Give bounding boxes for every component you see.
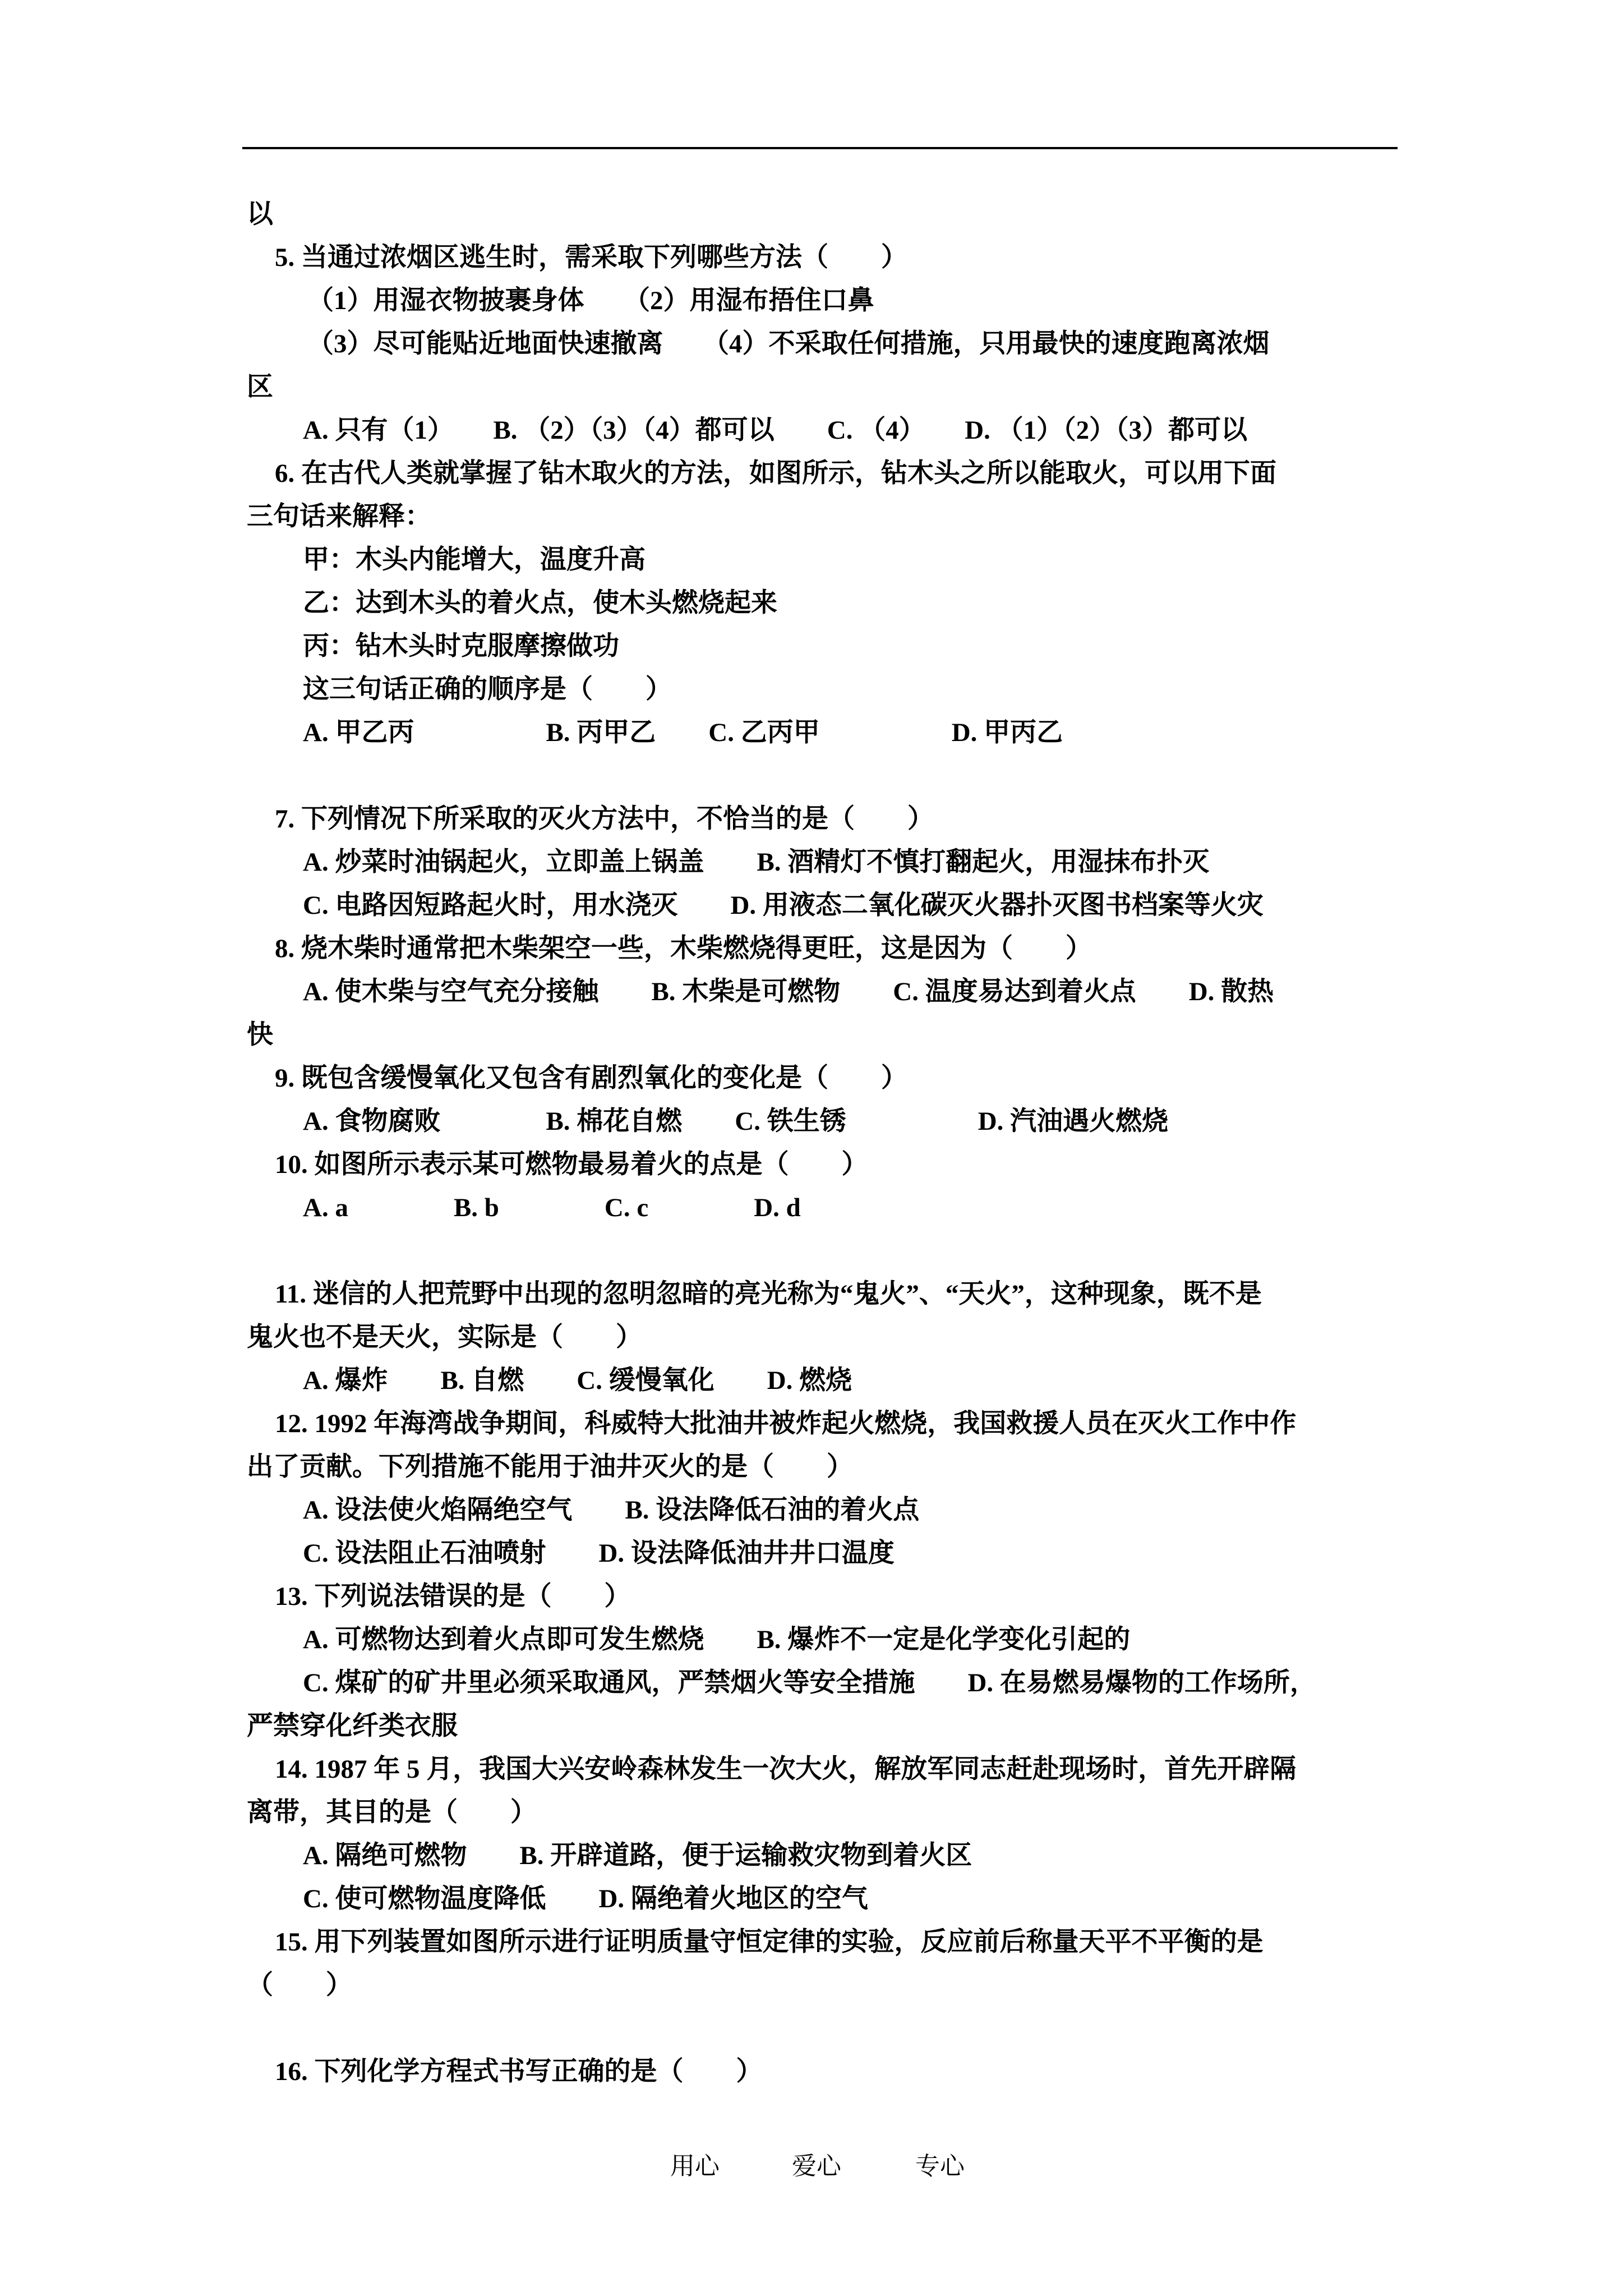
header-rule	[242, 147, 1398, 149]
question-10: 10. 如图所示表示某可燃物最易着火的点是（ ）	[275, 1150, 868, 1179]
text-line: 三句话来解释：	[247, 502, 431, 531]
text-line: 离带，其目的是（ ）	[247, 1798, 537, 1827]
answer-options: C. 电路因短路起火时，用水浇灭 D. 用液态二氧化碳灭火器扑灭图书档案等火灾	[303, 891, 1264, 920]
question-12: 12. 1992 年海湾战争期间，科威特大批油井被炸起火燃烧，我国救援人员在灭火工作中作	[275, 1409, 1297, 1438]
answer-options: A. 使木柴与空气充分接触 B. 木柴是可燃物 C. 温度易达到着火点 D. 散热	[303, 977, 1274, 1006]
text-line: 乙：达到木头的着火点，使木头燃烧起来	[303, 588, 777, 618]
question-16: 16. 下列化学方程式书写正确的是（ ）	[275, 2057, 763, 2086]
question-9: 9. 既包含缓慢氧化又包含有剧烈氧化的变化是（ ）	[275, 1064, 907, 1093]
text-line: （1）用湿衣物披裹身体 （2）用湿布捂住口鼻	[307, 286, 874, 315]
answer-options: A. 食物腐败 B. 棉花自燃 C. 铁生锈 D. 汽油遇火燃烧	[303, 1107, 1169, 1136]
answer-options: A. 设法使火焰隔绝空气 B. 设法降低石油的着火点	[303, 1496, 920, 1525]
question-14: 14. 1987 年 5 月，我国大兴安岭森林发生一次大火，解放军同志赶赴现场时，首先开辟隔	[275, 1755, 1297, 1784]
answer-options: A. 隔绝可燃物 B. 开辟道路，便于运输救灾物到着火区	[303, 1841, 972, 1870]
text-line: 丙：钻木头时克服摩擦做功	[303, 632, 619, 661]
text-line: （3）尽可能贴近地面快速撤离 （4）不采取任何措施，只用最快的速度跑离浓烟	[307, 329, 1270, 358]
answer-options: C. 煤矿的矿井里必须采取通风，严禁烟火等安全措施 D. 在易燃易爆物的工作场所，	[303, 1668, 1316, 1697]
answer-options: A. a B. b C. c D. d	[303, 1193, 801, 1222]
answer-options: A. 炒菜时油锅起火，立即盖上锅盖 B. 酒精灯不慎打翻起火，用湿抹布扑灭	[303, 848, 1210, 877]
footer-right-text: 专心	[915, 2152, 965, 2180]
text-line: 这三句话正确的顺序是（ ）	[303, 675, 672, 704]
question-13: 13. 下列说法错误的是（ ）	[275, 1582, 631, 1611]
question-6: 6. 在古代人类就掌握了钻木取火的方法，如图所示，钻木头之所以能取火，可以用下面	[275, 459, 1276, 488]
question-11: 11. 迷信的人把荒野中出现的忽明忽暗的亮光称为“鬼火”、“天火”，这种现象，既不是	[275, 1280, 1262, 1309]
text-line: 出了贡献。下列措施不能用于油井灭火的是（ ）	[247, 1452, 853, 1481]
question-15: 15. 用下列装置如图所示进行证明质量守恒定律的实验，反应前后称量天平不平衡的是	[275, 1927, 1264, 1957]
footer-middle-text: 爱心	[792, 2152, 841, 2180]
answer-options: C. 使可燃物温度降低 D. 隔绝着火地区的空气	[303, 1884, 868, 1913]
text-line: 区	[247, 372, 273, 402]
text-line: 快	[247, 1020, 273, 1050]
answer-options: A. 可燃物达到着火点即可发生燃烧 B. 爆炸不一定是化学变化引起的	[303, 1625, 1131, 1654]
text-line: 甲：木头内能增大，温度升高	[303, 545, 645, 574]
text-line: 严禁穿化纤类衣服	[247, 1711, 458, 1741]
question-7: 7. 下列情况下所采取的灭火方法中，不恰当的是（ ）	[275, 804, 934, 834]
text-line: 以	[247, 200, 273, 229]
answer-options: A. 只有（1） B. （2）（3）（4）都可以 C. （4） D. （1）（2）（3）都可以	[303, 416, 1248, 445]
footer-left-text: 用心	[670, 2152, 720, 2180]
text-line: （ ）	[247, 1971, 352, 2000]
answer-options: A. 爆炸 B. 自燃 C. 缓慢氧化 D. 燃烧	[303, 1366, 852, 1395]
question-8: 8. 烧木柴时通常把木柴架空一些，木柴燃烧得更旺，这是因为（ ）	[275, 934, 1092, 963]
question-5: 5. 当通过浓烟区逃生时，需采取下列哪些方法（ ）	[275, 243, 907, 272]
answer-options: C. 设法阻止石油喷射 D. 设法降低油井井口温度	[303, 1539, 895, 1568]
text-line: 鬼火也不是天火，实际是（ ）	[247, 1323, 642, 1352]
answer-options: A. 甲乙丙 B. 丙甲乙 C. 乙丙甲 D. 甲丙乙	[303, 718, 1063, 747]
